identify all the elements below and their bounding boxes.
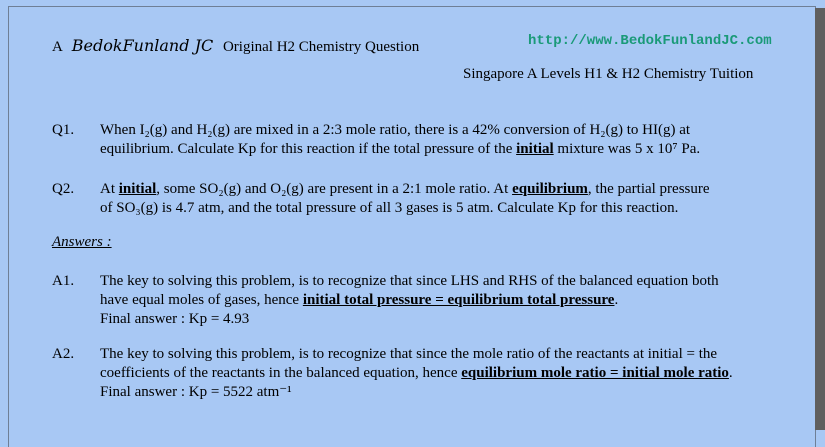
question-line: of SO₃(g) is 4.7 atm, and the total pressure of all 3 gases is 5 atm. Calculate Kp for this reaction. [100, 200, 679, 216]
brand-logo-text: BedokFunland JC [71, 36, 214, 55]
header-prefix: A [52, 39, 63, 55]
question-line: equilibrium. Calculate Kp for this reaction if the total pressure of the initial mixture was 5 x 10⁷ Pa. [100, 141, 701, 157]
question-label: Q1. [52, 122, 75, 138]
question-line: At initial, some SO₂(g) and O₂(g) are present in a 2:1 mole ratio. At equilibrium, the partial pressure [100, 181, 710, 197]
question-label: Q2. [52, 181, 75, 197]
website-url[interactable]: http://www.BedokFunlandJC.com [528, 33, 772, 49]
final-answer: Final answer : Kp = 5522 atm⁻¹ [100, 384, 292, 400]
emphasis-key-point: equilibrium mole ratio = initial mole ratio [461, 365, 729, 381]
question-line: When I₂(g) and H₂(g) are mixed in a 2:3 mole ratio, there is a 42% conversion of H₂(g) to HI(g) at [100, 122, 691, 138]
page-shadow [815, 8, 825, 430]
answer-line: The key to solving this problem, is to recognize that since the mole ratio of the reactants at initial = the [100, 346, 718, 362]
final-answer: Final answer : Kp = 4.93 [100, 311, 250, 327]
emphasis-key-point: initial total pressure = equilibrium total pressure [302, 292, 615, 308]
tagline: Singapore A Levels H1 & H2 Chemistry Tuition [463, 66, 754, 82]
header-title [52, 36, 419, 56]
emphasis-initial: initial [516, 141, 554, 157]
answers-heading: Answers : [52, 234, 112, 250]
answer-line: have equal moles of gases, hence initial total pressure = equilibrium total pressure. [100, 292, 619, 308]
answer-line: The key to solving this problem, is to recognize that since LHS and RHS of the balanced equation both [100, 273, 719, 289]
emphasis-equilibrium: equilibrium [512, 181, 588, 197]
answer-label: A2. [52, 346, 75, 362]
header-subtitle: Original H2 Chemistry Question [222, 39, 420, 55]
answer-line: coefficients of the reactants in the balanced equation, hence equilibrium mole ratio = initial mole ratio. [100, 365, 733, 381]
answer-label: A1. [52, 273, 75, 289]
emphasis-initial: initial [118, 181, 157, 197]
